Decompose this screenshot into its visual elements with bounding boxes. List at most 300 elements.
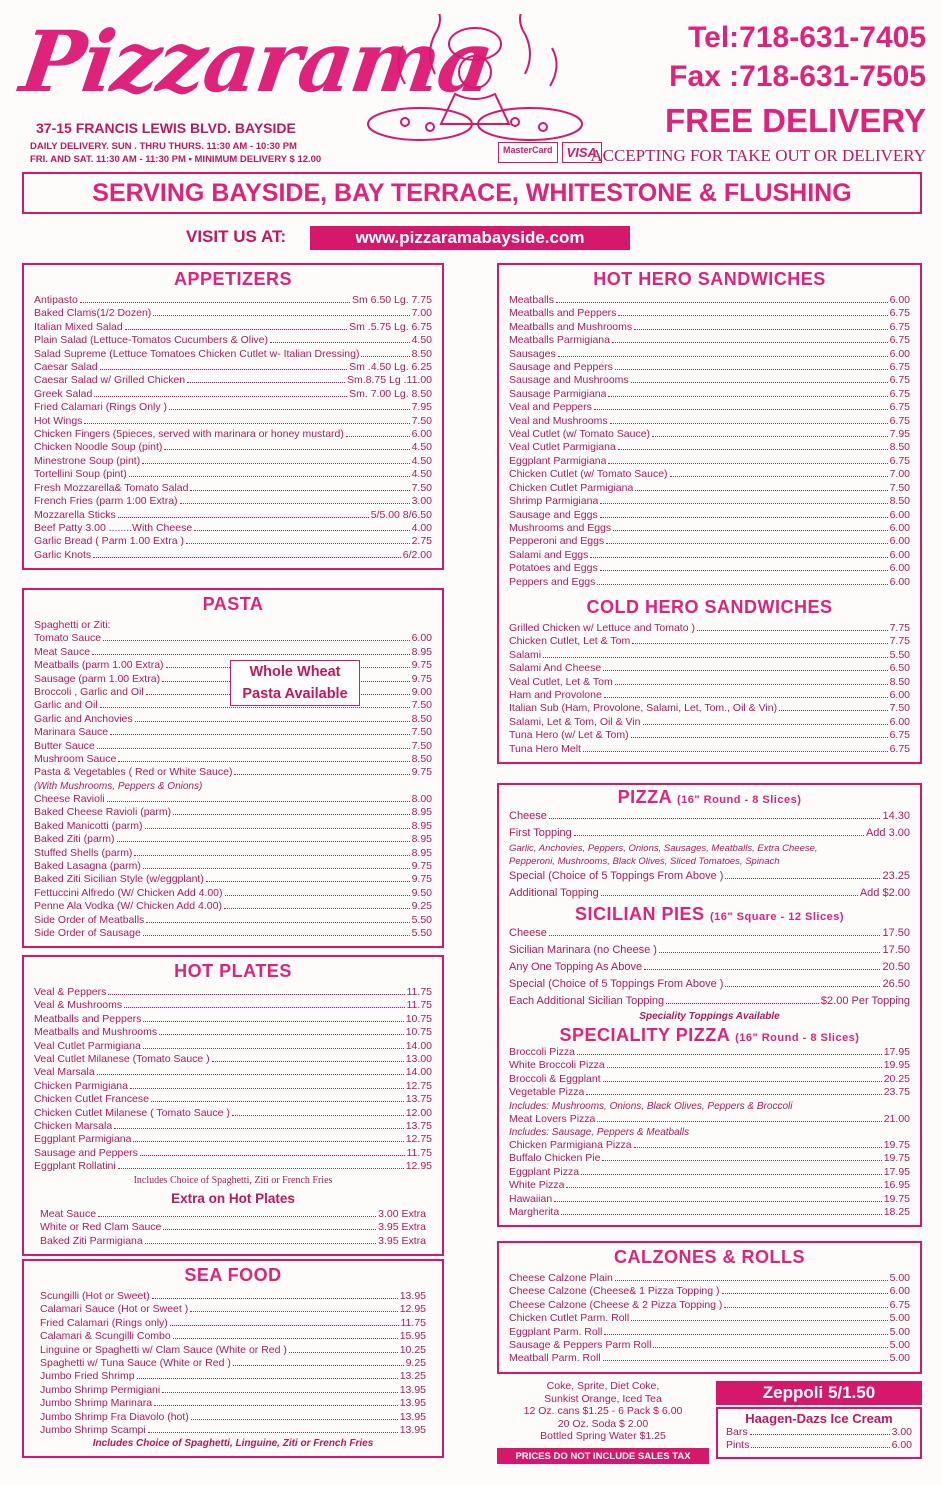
item-price: 7.50 xyxy=(411,481,432,494)
item-name: Caesar Salad w/ Grilled Chicken xyxy=(34,374,186,387)
item-name: Cheese Calzone (Cheese & 2 Pizza Topping ) xyxy=(509,1298,723,1311)
address: 37-15 FRANCIS LEWIS BLVD. BAYSIDE xyxy=(36,120,296,136)
leader-dots xyxy=(607,1067,882,1068)
leader-dots xyxy=(635,490,887,491)
menu-row xyxy=(509,676,910,689)
whole-wheat-badge xyxy=(230,660,360,706)
leader-dots xyxy=(187,382,345,383)
menu-row xyxy=(34,986,432,999)
appetizers-list xyxy=(34,294,432,562)
menu-row xyxy=(34,887,432,900)
menu-row xyxy=(509,959,910,976)
item-name: Mozzarella Sticks xyxy=(34,508,116,521)
item-name: Buffalo Chicken Pie xyxy=(509,1152,601,1165)
leader-dots xyxy=(577,1054,882,1055)
item-name: Calamari Sauce (Hot or Sweet ) xyxy=(40,1303,189,1316)
section-title: COLD HERO SANDWICHES xyxy=(586,596,833,617)
leader-dots xyxy=(114,1128,404,1129)
menu-row xyxy=(509,1326,910,1339)
item-price: 6.75 xyxy=(889,1298,910,1311)
item-name: Mushrooms and Eggs xyxy=(509,521,612,534)
menu-row xyxy=(34,401,432,414)
item-name: Jumbo Shrimp Marinara xyxy=(40,1397,153,1410)
item-name: Potatoes and Eggs xyxy=(509,562,598,575)
menu-row xyxy=(509,307,910,320)
leader-dots xyxy=(118,761,409,762)
menu-row xyxy=(40,1303,426,1316)
menu-row xyxy=(34,873,432,886)
leader-dots xyxy=(118,1168,404,1169)
menu-row xyxy=(34,294,432,307)
leader-dots xyxy=(180,503,410,504)
item-name: Fresh Mozzarella& Tomato Salad xyxy=(34,481,189,494)
drinks-line: Coke, Sprite, Diet Coke, xyxy=(546,1380,660,1392)
menu-row xyxy=(509,885,910,902)
menu-row xyxy=(34,334,432,347)
item-name: Salad Supreme (Lettuce Tomatoes Chicken Cutlet w- Italian Dressing) xyxy=(34,347,360,360)
item-price: Add $2.00 xyxy=(859,887,910,899)
menu-row xyxy=(40,1221,426,1234)
item-name: Fried Calamari (Rings Only ) xyxy=(34,401,168,414)
leader-dots xyxy=(170,1325,399,1326)
item-name: Baked Ziti Parmigiana xyxy=(40,1234,143,1247)
contact xyxy=(669,18,926,96)
item-price: 8.95 xyxy=(411,833,432,846)
calzones-list xyxy=(509,1272,910,1366)
leader-dots xyxy=(135,721,410,722)
item-price: 10.25 xyxy=(399,1343,426,1356)
item-name: Meatballs and Peppers xyxy=(509,307,617,320)
leader-dots xyxy=(666,1003,819,1004)
leader-dots xyxy=(148,1432,398,1433)
leader-dots xyxy=(232,1115,404,1116)
menu-row xyxy=(34,1040,432,1053)
zeppoli-banner: Zeppoli 5/1.50 xyxy=(716,1381,922,1405)
item-price: 11.75 xyxy=(406,1146,432,1159)
item-price: 11.75 xyxy=(406,986,432,998)
item-name: Cheese Ravioli xyxy=(34,792,105,805)
speciality-title: SPECIALITY PIZZA xyxy=(559,1025,730,1045)
menu-row xyxy=(34,361,432,374)
leader-dots xyxy=(173,1338,398,1339)
item-price: 13.95 xyxy=(399,1410,426,1423)
menu-row xyxy=(34,847,432,860)
item-price: 8.95 xyxy=(411,645,432,658)
item-name: Italian Sub (Ham, Provolone, Salami, Let, Tom., Oil & Vin) xyxy=(509,702,778,715)
leader-dots xyxy=(133,1141,403,1142)
leader-dots xyxy=(152,1298,398,1299)
item-name: Spaghetti w/ Tuna Sauce (White or Red ) xyxy=(40,1357,231,1370)
item-name: Sausages xyxy=(509,347,556,360)
leader-dots xyxy=(670,476,888,477)
menu-row xyxy=(509,942,910,959)
ice-cream-title: Haagen-Dazs Ice Cream xyxy=(745,1411,893,1426)
menu-row xyxy=(509,374,910,387)
leader-dots xyxy=(549,935,881,936)
item-price: 4.50 xyxy=(411,441,432,454)
item-price: 8.95 xyxy=(411,806,432,819)
sicilian-title: SICILIAN PIES xyxy=(574,904,705,924)
menu-row xyxy=(34,1147,432,1160)
item-name: Eggplant Rollatini xyxy=(34,1160,116,1173)
item-name: Broccoli , Garlic and Oil xyxy=(34,686,144,699)
menu-row xyxy=(34,509,432,522)
sicilian-list xyxy=(509,925,910,1010)
item-price: 7.50 xyxy=(411,699,432,712)
item-price: 6.75 xyxy=(889,729,910,742)
item-price: 13.75 xyxy=(405,1093,432,1106)
menu-row xyxy=(34,374,432,387)
leader-dots xyxy=(162,1392,398,1393)
menu-row xyxy=(34,441,432,454)
item-name: Peppers and Eggs xyxy=(509,575,596,588)
item-price: 6.00 xyxy=(411,632,432,645)
menu-row xyxy=(509,1312,910,1325)
item-name: Meatballs and Mushrooms xyxy=(34,1026,158,1039)
item-price: 17.50 xyxy=(882,927,910,939)
leader-dots xyxy=(644,969,880,970)
item-name: Veal Cutlet Parmigiana xyxy=(509,441,616,454)
item-price: 6.00 xyxy=(889,535,910,548)
leader-dots xyxy=(608,463,887,464)
menu-row xyxy=(509,689,910,702)
item-price: 13.25 xyxy=(399,1370,426,1383)
item-price: 12.75 xyxy=(405,1079,432,1092)
item-name: Garlic Knots xyxy=(34,548,92,561)
menu-row xyxy=(509,549,910,562)
item-name: Baked Cheese Ravioli (parm) xyxy=(34,806,172,819)
leader-dots xyxy=(94,396,347,397)
item-price: 16.95 xyxy=(883,1179,910,1192)
item-name: Penne Ala Vodka (W/ Chicken Add 4.00) xyxy=(34,900,222,913)
leader-dots xyxy=(558,356,888,357)
item-name: Meatballs xyxy=(509,294,554,306)
item-name: Meatballs (parm 1.00 Extra) xyxy=(34,659,164,672)
menu-row xyxy=(509,1046,910,1059)
item-price: 6.00 xyxy=(889,521,910,534)
item-name: Chicken Cutlet, Let & Tom xyxy=(509,635,631,648)
menu-row xyxy=(34,1066,432,1079)
item-name: Jumbo Shrimp Permigiani xyxy=(40,1383,161,1396)
menu-row xyxy=(34,535,432,548)
item-name: French Fries (parm 1:00 Extra) xyxy=(34,495,178,508)
pizza-size: (16" Round - 8 Slices) xyxy=(676,794,802,806)
item-price: 6.00 xyxy=(889,548,910,561)
leader-dots xyxy=(600,503,887,504)
item-name: Tomato Sauce xyxy=(34,632,102,645)
menu-row xyxy=(34,646,432,659)
item-price: 12.75 xyxy=(405,1133,432,1146)
leader-dots xyxy=(137,1378,398,1379)
menu-row xyxy=(509,825,910,842)
drinks-info xyxy=(498,1380,708,1443)
menu-row xyxy=(509,1179,910,1192)
leader-dots xyxy=(361,356,409,357)
menu-row xyxy=(34,740,432,753)
item-name: Pepperoni and Eggs xyxy=(509,535,605,548)
pasta-note: (With Mushrooms, Peppers & Onions) xyxy=(34,780,203,792)
item-name: Cheese Calzone Plain xyxy=(509,1272,613,1284)
item-name: Tortellini Soup (pint) xyxy=(34,468,127,481)
leader-dots xyxy=(612,342,888,343)
item-price: 9.00 xyxy=(411,686,432,699)
leader-dots xyxy=(163,1229,376,1230)
item-price: 6.75 xyxy=(889,454,910,467)
item-price: Sm.8.75 Lg .11.00 xyxy=(346,374,432,387)
ice-cream-list xyxy=(726,1426,912,1453)
leader-dots xyxy=(615,1280,888,1281)
leader-dots xyxy=(554,1201,882,1202)
item-price: 6.00 xyxy=(889,562,910,575)
item-name: White Broccoli Pizza xyxy=(509,1059,605,1072)
menu-row xyxy=(34,1093,432,1106)
item-name: Veal Cutlet, Let & Tom xyxy=(509,675,613,688)
menu-row xyxy=(509,294,910,307)
leader-dots xyxy=(100,707,410,708)
speciality-size: (16" Round - 8 Slices) xyxy=(735,1032,860,1044)
menu-row xyxy=(34,455,432,468)
item-name: Baked Ziti Sicilian Style (w/eggplant) xyxy=(34,873,204,886)
menu-row xyxy=(34,713,432,726)
leader-dots xyxy=(80,302,350,303)
item-price: 18.25 xyxy=(883,1206,910,1219)
item-name: Greek Salad xyxy=(34,387,93,400)
item-name: Stuffed Shells (parm) xyxy=(34,846,133,859)
item-name: Chicken Cutlet Francese xyxy=(34,1093,149,1106)
item-name: Calamari & Scungilli Combo xyxy=(40,1330,171,1343)
item-price: Sm. 7.00 Lg. 8.50 xyxy=(349,387,432,400)
leader-dots xyxy=(722,1293,888,1294)
item-name: Meat Sauce xyxy=(34,645,91,658)
leader-dots xyxy=(84,423,409,424)
hot-plates-section xyxy=(22,955,444,1256)
menu-row xyxy=(509,635,910,648)
leader-dots xyxy=(169,409,410,410)
menu-row xyxy=(34,1160,432,1173)
leader-dots xyxy=(194,530,409,531)
menu-row xyxy=(34,388,432,401)
drinks-line: 20 Oz. Soda $ 2.00 xyxy=(557,1417,649,1430)
item-price: 8.50 xyxy=(889,495,910,508)
item-name: Jumbo Shrimp Fra Diavolo (hot) xyxy=(40,1410,189,1423)
item-name: Pints xyxy=(726,1439,750,1452)
item-name: Pasta & Vegetables ( Red or White Sauce) xyxy=(34,766,233,779)
free-delivery: FREE DELIVERY xyxy=(665,102,926,139)
sea-food-section xyxy=(22,1259,444,1458)
item-price: 20.50 xyxy=(882,961,910,973)
item-price: 6.00 xyxy=(889,294,910,306)
menu-row xyxy=(40,1411,426,1424)
menu-row xyxy=(40,1290,426,1303)
item-name: Chicken Cutlet Milanese ( Tomato Sauce ) xyxy=(34,1106,230,1119)
item-price: 7.75 xyxy=(889,621,910,634)
item-name: Minestrone Soup (pint) xyxy=(34,454,141,467)
leader-dots xyxy=(600,517,888,518)
menu-row xyxy=(34,999,432,1012)
menu-row xyxy=(509,441,910,454)
leader-dots xyxy=(615,684,888,685)
item-price: 7.50 xyxy=(889,702,910,715)
leader-dots xyxy=(549,818,881,819)
item-price: Sm .5.75 Lg. 6.75 xyxy=(349,320,432,333)
item-price: 7.50 xyxy=(411,414,432,427)
menu-row xyxy=(509,1299,910,1312)
item-price: 8.50 xyxy=(889,441,910,454)
item-price: 4.50 xyxy=(411,468,432,481)
item-price: 13.95 xyxy=(399,1397,426,1410)
item-price: 12.00 xyxy=(405,1106,432,1119)
item-name: Veal Cutlet (w/ Tomato Sauce) xyxy=(509,428,651,441)
item-price: 12.95 xyxy=(399,1303,426,1316)
leader-dots xyxy=(233,1365,404,1366)
item-name: Beef Patty 3.00 ........With Cheese xyxy=(34,521,193,534)
item-name: Meatball Parm. Roll xyxy=(509,1352,601,1365)
leader-dots xyxy=(107,801,410,802)
item-name: Chicken Noodle Soup (pint) xyxy=(34,441,163,454)
item-price: 13.95 xyxy=(399,1383,426,1396)
item-price: 3.95 Extra xyxy=(378,1221,426,1234)
item-name: Special (Choice of 5 Toppings From Above ) xyxy=(509,978,724,990)
menu-row xyxy=(40,1235,426,1248)
menu-row xyxy=(509,1193,910,1206)
leader-dots xyxy=(601,895,858,896)
item-name: Chicken Parmigiana Pizza xyxy=(509,1139,632,1152)
menu-row xyxy=(34,428,432,441)
item-price: 9.25 xyxy=(405,1357,426,1370)
item-name: Cheese xyxy=(509,810,547,822)
leader-dots xyxy=(191,1419,398,1420)
item-price: 4.50 xyxy=(411,454,432,467)
leader-dots xyxy=(613,530,887,531)
item-price: 5.50 xyxy=(889,648,910,661)
item-price: 6.75 xyxy=(889,320,910,333)
menu-row xyxy=(40,1344,426,1357)
item-name: Cheese Calzone (Cheese& 1 Pizza Topping ) xyxy=(509,1285,720,1298)
leader-dots xyxy=(164,449,409,450)
item-name: White or Red Clam Sauce xyxy=(40,1221,162,1234)
leader-dots xyxy=(93,557,401,558)
leader-dots xyxy=(103,640,409,641)
menu-row xyxy=(40,1330,426,1343)
logo: Pizzarama xyxy=(15,12,498,111)
leader-dots xyxy=(225,895,410,896)
leader-dots xyxy=(590,557,887,558)
leader-dots xyxy=(606,543,887,544)
menu-row xyxy=(34,726,432,739)
item-name: Veal and Mushrooms xyxy=(509,414,608,427)
leader-dots xyxy=(603,1360,888,1361)
item-name: Meat Sauce xyxy=(40,1207,97,1220)
item-name: Fried Calamari (Rings only) xyxy=(40,1316,168,1329)
item-price: 5.00 xyxy=(889,1339,910,1352)
menu-row xyxy=(509,868,910,885)
leader-dots xyxy=(779,710,887,711)
item-name: Cheese xyxy=(509,927,547,939)
pizza-section xyxy=(497,783,922,1227)
menu-row xyxy=(40,1424,426,1437)
leader-dots xyxy=(581,1174,882,1175)
extras-list xyxy=(34,1208,432,1248)
item-name: Mushroom Sauce xyxy=(34,753,117,766)
item-name: Fettuccini Alfredo (W/ Chicken Add 4.00) xyxy=(34,886,223,899)
item-name: Side Order of Meatballs xyxy=(34,913,145,926)
item-name: Margherita xyxy=(509,1206,560,1219)
item-name: Meatballs and Mushrooms xyxy=(509,320,633,333)
item-price: 13.95 xyxy=(399,1424,426,1437)
item-price: 14.00 xyxy=(405,1039,432,1052)
leader-dots xyxy=(143,1048,404,1049)
payment-cards xyxy=(498,142,602,163)
leader-dots xyxy=(151,1101,404,1102)
item-name: Chicken Parmigiana xyxy=(34,1079,128,1092)
item-price: 14.00 xyxy=(405,1066,432,1079)
menu-row xyxy=(34,482,432,495)
leader-dots xyxy=(98,1216,376,1217)
item-price: 9.75 xyxy=(411,672,432,685)
item-name: Meatballs and Peppers xyxy=(34,1012,142,1025)
item-name: Marinara Sauce xyxy=(34,726,109,739)
menu-row xyxy=(40,1370,426,1383)
menu-row xyxy=(34,1080,432,1093)
veg-note: Includes: Mushrooms, Onions, Black Olives, Peppers & Broccoli xyxy=(509,1100,793,1112)
leader-dots xyxy=(634,329,887,330)
leader-dots xyxy=(289,1352,398,1353)
menu-row xyxy=(34,1053,432,1066)
sea-food-note: Includes Choice of Spaghetti, Linguine, Ziti or French Fries xyxy=(92,1438,374,1450)
leader-dots xyxy=(604,1334,887,1335)
leader-dots xyxy=(697,630,888,631)
item-price: 3.00 Extra xyxy=(378,1207,426,1220)
item-name: Chicken Cutlet Parmigiana xyxy=(509,481,634,494)
pasta-list-2 xyxy=(34,793,432,940)
item-name: Hot Wings xyxy=(34,414,83,427)
item-name: Chicken Fingers (5pieces, served with marinara or honey mustard) xyxy=(34,428,344,441)
item-name: Jumbo Shrimp Scampi xyxy=(40,1424,146,1437)
item-price: 6.75 xyxy=(889,374,910,387)
menu-row xyxy=(34,900,432,913)
menu-row xyxy=(34,927,432,940)
item-price: 7.50 xyxy=(411,739,432,752)
pizza-list-2 xyxy=(509,868,910,902)
pasta-intro: Spaghetti or Ziti: xyxy=(34,619,111,631)
item-name: Garlic and Oil xyxy=(34,699,98,712)
item-price: 17.95 xyxy=(883,1165,910,1178)
leader-dots xyxy=(118,517,369,518)
item-price: 6.00 xyxy=(889,688,910,701)
menu-row xyxy=(34,348,432,361)
menu-row xyxy=(34,1120,432,1133)
item-price: 5.50 xyxy=(411,913,432,926)
item-price: 4.50 xyxy=(411,334,432,347)
drinks-line: Sunkist Orange, Iced Tea xyxy=(544,1392,662,1405)
leader-dots xyxy=(618,315,887,316)
leader-dots xyxy=(566,1187,881,1188)
item-price: 20.25 xyxy=(883,1072,910,1085)
item-price: 19.75 xyxy=(883,1139,910,1152)
item-price: 6.00 xyxy=(891,1439,912,1452)
website-link[interactable]: www.pizzaramabayside.com xyxy=(310,226,630,250)
item-name: First Topping xyxy=(509,827,572,839)
item-price: 9.75 xyxy=(411,659,432,672)
item-price: 6.75 xyxy=(889,307,910,320)
leader-dots xyxy=(594,409,888,410)
drinks-line: 12 Oz. cans $1.25 - 6 Pack $ 6.00 xyxy=(523,1405,683,1417)
leader-dots xyxy=(92,654,410,655)
menu-row xyxy=(34,766,432,779)
item-name: Sausage (parm 1.00 Extra) xyxy=(34,672,161,685)
item-name: Baked Lasagna (parm) xyxy=(34,859,141,872)
leader-dots xyxy=(186,543,410,544)
